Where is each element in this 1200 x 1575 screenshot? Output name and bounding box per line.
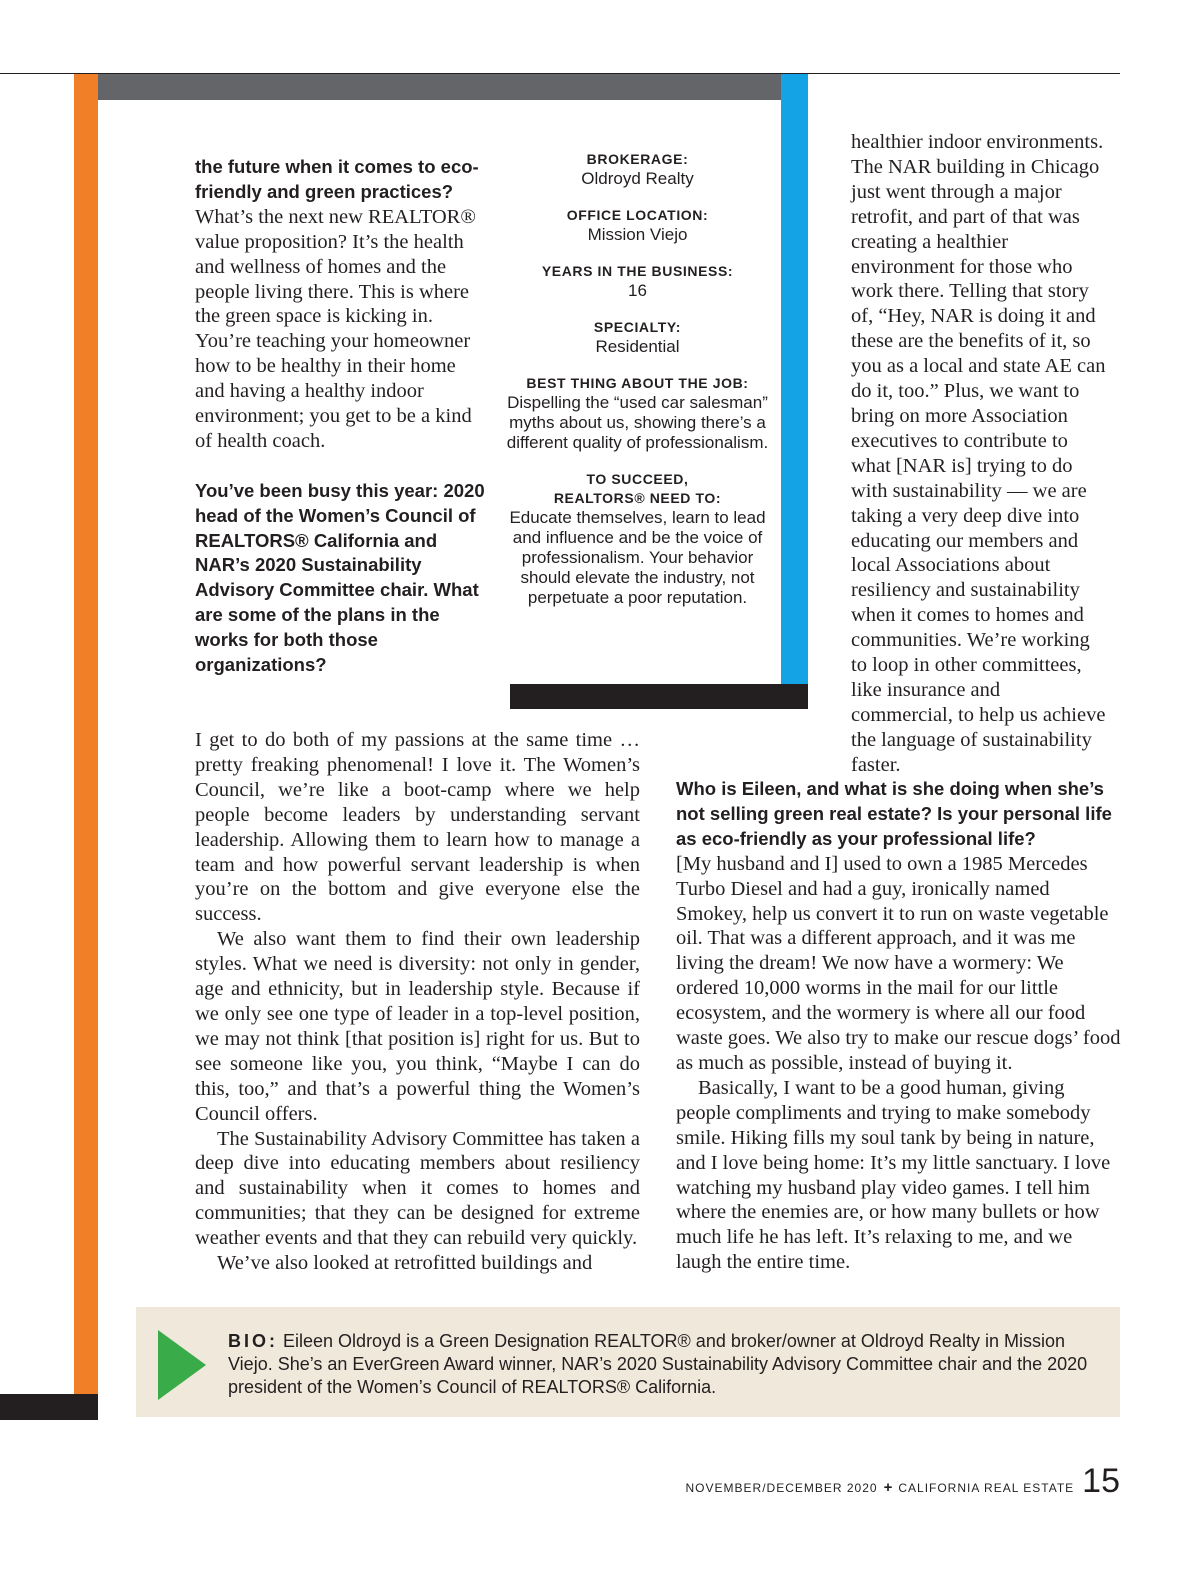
blue-frame-bar (781, 74, 808, 686)
question-1-continued: the future when it comes to eco-friendly and green practices? (195, 156, 479, 202)
play-arrow-icon (158, 1330, 206, 1400)
fact-years-in-business (505, 262, 770, 301)
bio-text (228, 1330, 1108, 1399)
profile-facts (505, 150, 770, 625)
fact-office-location (505, 206, 770, 245)
answer-2-para-1: I get to do both of my passions at the same time … pretty freaking phenomenal! I love it. The Women’s Council, we’re like a boot-camp where we help people become leaders by understanding servant leadership. Allowing them to learn how to manage a team and how powerful servant leadership is when you’re on the bottom and give everyone else the success. (195, 729, 640, 926)
fact-value: Dispelling the “used car salesman” myths about us, showing there’s a different quality of professionalism. (506, 393, 769, 452)
fact-label: SPECIALTY: (593, 319, 682, 335)
fact-label: BROKERAGE: (586, 151, 689, 167)
fact-value: 16 (628, 281, 647, 300)
answer-2-para-2: We also want them to find their own leadership styles. What we need is diversity: not only in gender, age and ethnicity, but in leadership style. Because if we only see one type of leader in a top-level position, we may not think [that position is] right for us. But to see someone like you, you think, “Maybe I can do this, too,” and that’s a powerful thing the Women’s Council offers. (195, 928, 640, 1125)
answer-3-para-2: Basically, I want to be a good human, giving people compliments and trying to make somebody smile. Hiking fills my soul tank by being in nature, and I love being home: It’s my little sanctuary. I love watching my husband play video games. I tell him where the enemies are, or how many bullets or how much life he has left. It’s relaxing to me, and we laugh the entire time. (676, 1076, 1111, 1274)
footer-separator: + (883, 1479, 893, 1496)
page-number: 15 (1082, 1462, 1120, 1500)
answer-3-para-1: [My husband and I] used to own a 1985 Mercedes Turbo Diesel and had a guy, ironically named Smokey, help us convert it to run on waste vegetable oil. That was a different approach, and it was me living the dream! We now have a wormery: We ordered 10,000 worms in the mail for our little ecosystem, and the wormery is where all our food waste goes. We also try to make our rescue dogs’ food as much as possible, instead of buying it. (676, 852, 1121, 1074)
fact-value: Mission Viejo (587, 225, 688, 244)
fact-label: BEST THING ABOUT THE JOB: (526, 375, 749, 391)
sidebar-frame-bottom (510, 684, 808, 709)
fact-specialty (505, 318, 770, 357)
answer-2-para-3: The Sustainability Advisory Committee has taken a deep dive into educating members about resiliency and sustainability when it comes to homes and communities; that they can be designed for extreme weather events and that they can rebuild very quickly. (195, 1127, 640, 1250)
right-column-lower (676, 777, 1121, 1275)
right-column-upper (851, 130, 1106, 778)
footer-magazine: CALIFORNIA REAL ESTATE (898, 1481, 1075, 1495)
answer-2-continued: healthier indoor environments. The NAR building in Chicago just went through a major retrofit, and part of that was creating a healthier environment for those who work there. Telling that story of, “Hey, NAR is doing it and these are the benefits of it, so you as a local and state AE can do it, too.” Plus, we want to bring on more Association executives to contribute to what [NAR is] trying to do with sustainability — we are taking a very deep dive into educating our members and local Associations about resiliency and sustainability when it comes to homes and communities. We’re working to loop in other committees, like insurance and commercial, to help us achieve the language of sustainability faster. (851, 131, 1106, 776)
bio-body: Eileen Oldroyd is a Green Designation REALTOR® and broker/owner at Oldroyd Realty in Mission Viejo. She’s an EverGreen Award winner, NAR’s 2020 Sustainability Advisory Committee chair and the 2020 president of the Women’s Council of REALTORS® California. (228, 1331, 1088, 1397)
fact-to-succeed (505, 470, 770, 608)
answer-1: What’s the next new REALTOR® value proposition? It’s the health and wellness of homes and the people living there. This is where the green space is kicking in. You’re teaching your homeowner how to be healthy in their home and having a healthy indoor environment; you get to be a kind of health coach. (195, 205, 476, 452)
bio-label: BIO: (228, 1331, 278, 1351)
dark-corner-bar (0, 1394, 98, 1420)
fact-value: Oldroyd Realty (581, 169, 694, 188)
fact-label: OFFICE LOCATION: (566, 207, 709, 223)
question-3: Who is Eileen, and what is she doing when she’s not selling green real estate? Is your personal life as eco-friendly as your professional life? (676, 778, 1112, 849)
orange-frame-bar (74, 74, 98, 1420)
fact-label: YEARS IN THE BUSINESS: (541, 263, 734, 279)
fact-best-thing (505, 374, 770, 453)
question-2: You’ve been busy this year: 2020 head of the Women’s Council of REALTORS® California and NAR’s 2020 Sustainability Advisory Committee chair. What are some of the plans in the works for both those organizations? (195, 479, 485, 676)
fact-brokerage (505, 150, 770, 189)
fact-value: Educate themselves, learn to lead and influence and be the voice of professionalism. Your behavior should elevate the industry, not perpetuate a poor reputation. (509, 508, 766, 607)
page-footer (686, 1462, 1120, 1501)
footer-issue: NOVEMBER/DECEMBER 2020 (685, 1481, 878, 1495)
sidebar-frame-top (74, 74, 808, 100)
left-column-upper (195, 155, 485, 678)
left-column-lower (195, 728, 640, 1276)
fact-label: TO SUCCEED, REALTORS® NEED TO: (553, 471, 722, 506)
answer-2-para-4: We’ve also looked at retrofitted buildings and (217, 1252, 593, 1275)
fact-value: Residential (595, 337, 680, 356)
